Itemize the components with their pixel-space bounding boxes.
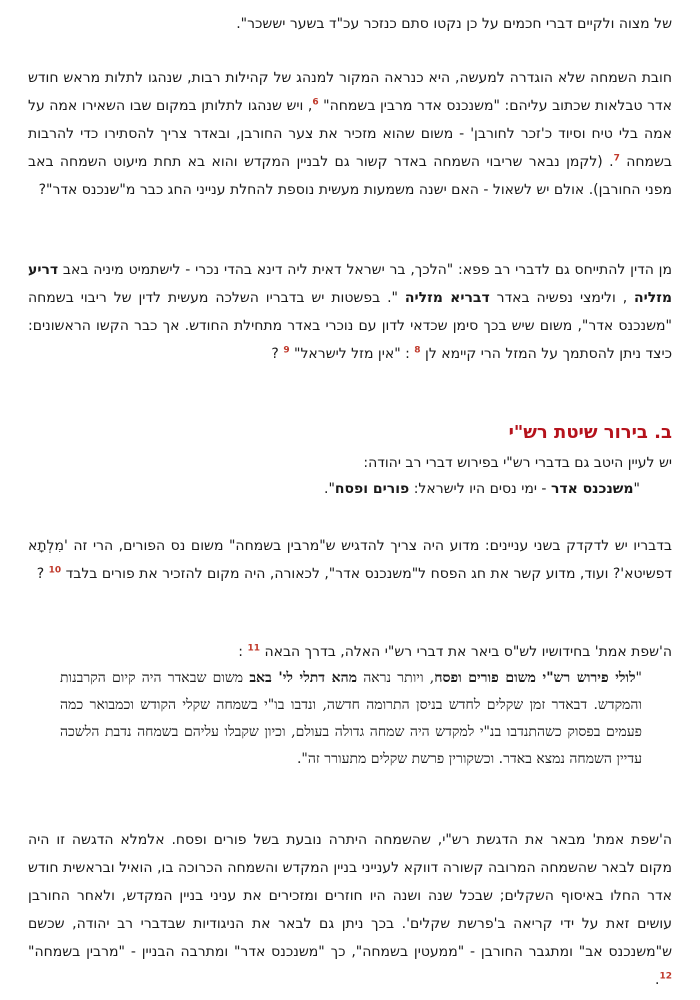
footnote-ref-8[interactable]: 8 <box>414 345 421 356</box>
paragraph-text: מן הדין להתייחס גם לדברי רב פפא: "הלכך, בר ישראל דאית ליה דינא בהדי נכרי - לישתמיט מיניה באב <box>62 262 672 278</box>
bold-term: לולי פירוש רש"י משום פורים ופסח <box>434 670 636 686</box>
paragraph-text: בדבריו יש לדקדק בשני עניינים: מדוע היה צריך להדגיש ש"מרבין בשמחה" משום נס הפורים, הרי זה 'מִלְתָא דפשיטא'? ועוד, מדוע קשר את חג הפסח ל"משנכנס אדר", לכאורה, היה מקום להזכיר את פורים בלבד <box>28 538 672 582</box>
paragraph-text: יש לעיין היטב גם בדברי רש"י בפירוש דברי רב יהודה: <box>363 455 672 471</box>
quote-mark: " <box>635 670 642 686</box>
paragraph-text: ? <box>271 346 279 362</box>
paragraph-text: ה'שפת אמת' מבאר את הדגשת רש"י, שהשמחה היתרה נובעת בשל פורים ופסח. אלמלא הדגשה זו היה מקום לבאר שהשמחה המרובה קשורה דווקא לענייני בניין המקדש והשמחה הכרוכה בו, הואיל ובראשית חודש אדר החלו באיסוף השקלים; שבכל שנה ושנה היו חוזרים ומזכירים את עניני בניין המקדש, ולאחר החורבן עושים זאת על ידי קריאה ב'פרשת שקלים'. בכך ניתן גם לבאר את הניגודיות שבדברי רב יהודה, שכשם ש"משנכנס אב" ומתגבר החורבן - "ממעטין בשמחה", כך "משנכנס אדר" ומתרבה הבניין - "מרבין בשמחה" <box>28 832 672 960</box>
paragraph-text: : "אין מזל לישראל" <box>294 346 410 362</box>
rashi-quote <box>28 476 672 502</box>
paragraph-2 <box>28 256 672 368</box>
paragraph-0 <box>28 10 672 38</box>
paragraph-text: ה'שפת אמת' בחידושיו לש"ס ביאר את דברי רש"י האלה, בדרך הבאה <box>264 644 672 660</box>
paragraph-text: . <box>655 972 660 988</box>
footnote-ref-12[interactable]: 12 <box>659 971 672 982</box>
paragraph-text: , ויש שנהגו לתלותן במקום שבו השאירו אמה על אמה בלי טיח וסיוד כ'זכר לחורבן' - משום שהוא מזכיר את צער החורבן, ובאדר צריך להסתירו כדי להרבות בשמחה <box>28 98 673 170</box>
paragraph-text: - ימי נסים היו לישראל: <box>413 481 547 497</box>
paragraph-text: : <box>238 644 244 660</box>
bold-term: דריע מזליה <box>28 262 672 306</box>
quote-mark: ". <box>324 481 335 497</box>
bold-term: מהא דתלי לי' באב <box>249 670 358 686</box>
quote-mark: " <box>633 481 640 497</box>
paragraph-text: חובת השמחה שלא הוגדרה למעשה, היא כנראה המקור למנהג של קהילות רבות, שנהגו לתלות מראש חודש אדר טבלאות שכתוב עליהם: "משנכנס אדר מרבין בשמחה" <box>28 70 673 114</box>
footnote-ref-10[interactable]: 10 <box>48 565 62 576</box>
paragraph-text: ? <box>36 566 45 582</box>
paragraph-1 <box>28 64 672 204</box>
section-heading: ב. בירור שיטת רש"י <box>508 422 672 443</box>
bold-term: דבריא מזליה <box>404 290 490 306</box>
bold-term: משנכנס אדר <box>550 481 634 497</box>
bold-term: פורים ופסח <box>334 481 410 497</box>
paragraph-text: ". בפשטות יש בדבריו השלכה מעשית לדין של ריבוי בשמחה "משנכנס אדר", משום שיש בכך סימן שכדאי לדון עם נוכרי באדר מתחילת החודש. אך כבר הקשו הראשונים: כיצד ניתן להסתמך על המזל הרי קיימא לן <box>28 290 672 362</box>
paragraph-text: של מצוה ולקיים דברי חכמים על כן נקטו סתם כנזכר עכ"ד בשער יששכר". <box>236 16 672 32</box>
paragraph-text: . (לקמן נבאר שריבוי השמחה באדר קשור גם לבניין המקדש והוא בא תחת מיעוט השמחה באב מפני החורבן). אולם יש לשאול - האם ישנה משמעות מעשית נוספת להחלת ענייני החג כבר מ"שנכנס אדר"? <box>28 154 672 198</box>
quote-text: , ויותר נראה <box>363 670 435 686</box>
footnote-ref-7[interactable]: 7 <box>613 153 620 164</box>
paragraph-4 <box>28 532 672 588</box>
quote-text: משום שבאדר היה קיום הקרבנות והמקדש. דבאדר זמן שקלים לחדש בניסן התרומה חדשה, ונדבו בו"י בשמחה שקלי הקודש וכמבואר כמה פעמים בפסוק כשהתנדבו בנ"י למקדש היה שמחה גדולה בעולם, וכיון שקבלו עליהם בשמחה נדבת הלשכה עדיין השמחה נמצא באדר. וכשקורין פרשת שקלים מתעורר זה". <box>60 670 642 767</box>
paragraph-6 <box>28 826 672 994</box>
paragraph-5 <box>28 638 672 666</box>
paragraph-text: , ולימצי נפשיה באדר <box>496 290 628 306</box>
paragraph-3 <box>28 450 672 502</box>
block-quote <box>60 665 642 773</box>
footnote-ref-11[interactable]: 11 <box>247 643 260 654</box>
footnote-ref-6[interactable]: 6 <box>312 97 319 108</box>
footnote-ref-9[interactable]: 9 <box>283 345 290 356</box>
